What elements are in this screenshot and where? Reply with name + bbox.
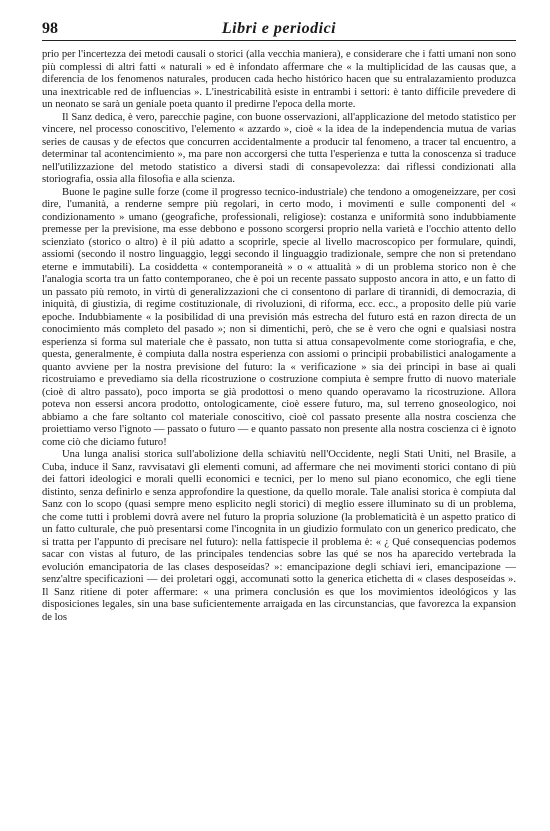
page-number: 98 — [42, 20, 58, 37]
body-text — [42, 49, 516, 624]
paragraph-continuation: prio per l'incertezza dei metodi causali o storici (alla vecchia maniera), e considerare che i fatti umani non sono più complessi di altri fatti « naturali » ed è infondato affermare che « la multiplicidad de las causas que, a diferencia de los fenomenos naturales, producen cada hecho histórico hacen que su entralazamiento produzca una inextricable red de influencias ». L'inestricabilità esiste in entrambi i settori: è tanto difficile prevedere di un neonato se sarà un geniale poeta quanto il predirne l'epoca della morte. — [42, 49, 516, 110]
book-page — [42, 18, 516, 818]
paragraph-forces-and-prediction: Buone le pagine sulle forze (come il progresso tecnico-industriale) che tendono a omogeneizzare, per così dire, l'umanità, a renderne sempre più regolari, in certo modo, i movimenti e sulle componenti del « condizionamento » umano (geografiche, professionali, religiose): costanza e uniformità sono indubbiamente premesse per la previsione, ma esse debbono e possono scorgersi proprio nella varietà e l'occhio attento dello scienziato (storico o altro) è il più adatto a scoprirle, specie al livello macroscopico per formulare, quindi, assiomi (secondo il nostro linguaggio, leggi secondo il linguaggio tradizionale, sempre che non si pretendano eterne e immutabili). La cosiddetta « contemporaneità » o « attualità » di un problema storico non è che l'analogia scorta tra un fatto contemporaneo, che è poi un recente passato supposto ancora in atto, e un fatto di un passato più remoto, in virtù di generalizzazioni che ci consentono di parlare di tirannidi, di democrazia, di iniquità, di giustizia, di regime costituzionale, di rivoluzioni, di riforma, ecc. ecc., a proposito delle più varie epoche. Indubbiamente « la posibilidad di una previsión más estrecha del futuro está en razon directa de un conocimiento más completo del pasado »; non si dimentichi, però, che se è vero che ogni e qualsiasi nostra esperienza si forma sul materiale che è passato, non tutta si attua consapevolmente come storiografia, e che, questa, generalmente, è compiuta dalla nostra esperienza con assiomi o principii probabilistici analogamente a quanto avviene per la nostra previsione del futuro: la « verificazione » sia dei principi in base ai quali ricostruiamo e prevediamo sia della ricostruzione o costruzione compiuta è sempre frutto di nuovo materiale (cioè di altro passato), poco importa se già prodottosi o meno quando operavamo la ricostruzione. Allora poteva non essersi ancora prodotto, ontologicamente, cioè essere futuro, ma, sul terreno gnoseologico, noi abbiamo a che fare soltanto col materiale conoscitivo, cioè col passato presente alla nostra coscienza che proiettiamo verso l'ignoto — passato o futuro — e quanto passato non presente alla nostra coscienza ci è ignoto come ciò che diciamo futuro! — [42, 186, 516, 448]
page-header — [42, 18, 516, 41]
running-title: Libri e periodici — [221, 20, 337, 37]
paragraph-statistical-method: Il Sanz dedica, è vero, parecchie pagine, con buone osservazioni, all'applicazione del metodo statistico per vincere, nel processo conoscitivo, l'elemento « azzardo », cioè « la idea de la independencia mutua de varias series de causas y de efectos que concurren accidentalmente a producir tal fenomeno, a tracer tal encuentro, a determinar tal acontencimiento », ma pare non accorgersi che tutta l'esperienza e tutta la conoscenza si traduce nell'utilizzazione del metodo statistico a diversi stadi di consapevolezza: dai riflessi condizionati alla storiografia, ossia alla filosofia e alla scienza. — [42, 111, 516, 185]
paragraph-slavery-analysis: Una lunga analisi storica sull'abolizione della schiavitù nell'Occidente, negli Stati Uniti, nel Brasile, a Cuba, induce il Sanz, ravvisatavi gli elementi comuni, ad affermare che nei movimenti storici contano di più dei fattori ideologici e morali quelli economici e tecnici, per lo meno sul piano economico, che egli tiene distinto, senza definirlo e senza approfondire la questione, da quello morale. Tale analisi storica è compiuta dal Sanz con lo scopo (quasi sempre meno esplicito negli storici) di meglio essere illuminato su di un problema, che come tutti i problemi dovrà avere nel futuro la propria soluzione (la problematicità è un aspetto pratico di un fatto culturale, che può presentarsi come l'incognita in un giudizio formulato con un generico predicato, che si tratta per l'appunto di precisare nel futuro): nella fattispecie il problema è: « ¿ Qué consequencias podemos sacar con vistas al futuro, de las principales tendencias sobre las qué se nos ha aparecido vertebrada la evolución emancipatoria de las clases desposeídas? »: emancipazione degli schiavi ieri, emancipazione — senz'altre specificazioni — dei proletari oggi, accomunati sotto la generica etichetta di « clases desposeídas ». Il Sanz ritiene di poter affermare: « una primera conclusión es que los movimientos ideológicos y las disposiciones legales, sin una base suficientemente arraigada en las circunstancias, que favorezca la expansion de los — [42, 449, 516, 623]
